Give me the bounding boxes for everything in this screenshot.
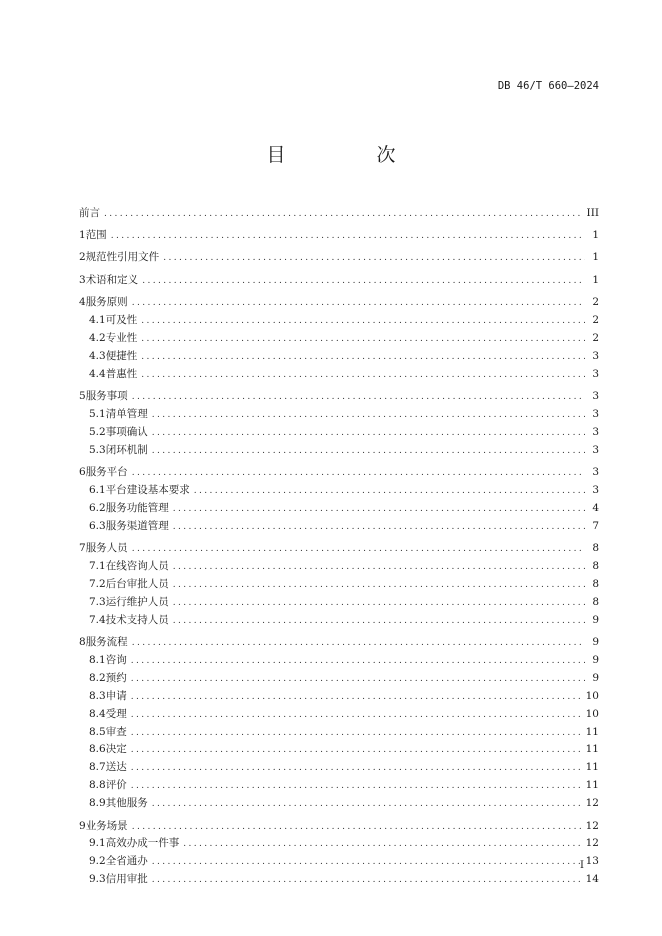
toc-entry-page: 3 <box>592 390 599 403</box>
toc-dot-leader <box>132 822 582 832</box>
toc-entry-number: 5 <box>79 390 86 403</box>
toc-entry-page: 10 <box>585 707 599 720</box>
toc-entry-number: 2 <box>79 251 86 264</box>
toc-entry[interactable] <box>79 294 599 312</box>
toc-entry-label: 其他服务 <box>105 797 148 810</box>
toc-dot-leader <box>131 781 582 791</box>
toc-entry-page: 14 <box>585 873 599 886</box>
toc-entry-page: III <box>586 206 599 219</box>
toc-entry[interactable] <box>79 442 599 460</box>
toc-entry[interactable] <box>79 706 599 724</box>
toc-dot-leader <box>131 710 582 720</box>
toc-entry[interactable] <box>79 759 599 777</box>
toc-entry-number: 4.3 <box>89 349 106 362</box>
toc-entry-label: 申请 <box>105 689 127 702</box>
toc-entry-label: 服务平台 <box>85 466 128 479</box>
toc-entry-number: 8.2 <box>89 671 106 684</box>
toc-dot-leader <box>141 352 585 362</box>
toc-dot-leader <box>194 486 585 496</box>
toc-entry-number: 4.2 <box>89 331 106 344</box>
toc-entry-page: 2 <box>592 296 599 309</box>
toc-entry-number: 8.8 <box>89 779 106 792</box>
toc-entry-number: 8.1 <box>89 653 106 666</box>
toc-entry[interactable] <box>79 500 599 518</box>
toc-entry-label: 受理 <box>105 707 127 720</box>
toc-entry-number: 4.1 <box>89 313 106 326</box>
toc-entry-label: 服务功能管理 <box>105 501 169 514</box>
toc-entry-number: 7.2 <box>89 577 106 590</box>
page-number: I <box>580 860 584 871</box>
toc-entry-number: 7.4 <box>89 613 106 626</box>
toc-entry[interactable] <box>79 482 599 500</box>
toc-entry-page: 11 <box>585 779 599 792</box>
toc-entry-number: 7.3 <box>89 595 106 608</box>
toc-entry-number: 1 <box>79 228 86 241</box>
toc-entry-page: 9 <box>592 671 599 684</box>
toc-entry[interactable] <box>79 272 599 290</box>
toc-entry-label: 评价 <box>105 779 127 792</box>
toc-entry-page: 8 <box>592 595 599 608</box>
toc-entry[interactable] <box>79 835 599 853</box>
toc-entry-number: 8.3 <box>89 689 106 702</box>
toc-entry-number: 5.2 <box>89 425 106 438</box>
table-of-contents <box>79 200 599 889</box>
toc-entry-number: 6.3 <box>89 519 106 532</box>
toc-entry-page: 12 <box>585 837 599 850</box>
toc-entry[interactable] <box>79 227 599 245</box>
toc-entry-label: 预约 <box>105 671 127 684</box>
toc-entry[interactable] <box>79 366 599 384</box>
toc-entry[interactable] <box>79 795 599 813</box>
toc-entry-label: 便捷性 <box>105 349 138 362</box>
toc-entry-page: 9 <box>592 653 599 666</box>
toc-entry-page: 13 <box>585 855 599 868</box>
toc-entry-number: 5.3 <box>89 443 106 456</box>
toc-entry-number: 6 <box>79 466 86 479</box>
toc-dot-leader <box>152 875 582 885</box>
toc-entry[interactable] <box>79 406 599 424</box>
toc-entry[interactable] <box>79 612 599 630</box>
toc-dot-leader <box>152 857 582 867</box>
toc-entry-label: 专业性 <box>105 331 138 344</box>
toc-dot-leader <box>104 209 583 219</box>
toc-entry[interactable] <box>79 249 599 267</box>
page-title: 目 次 <box>266 144 432 166</box>
toc-dot-leader <box>132 298 585 308</box>
toc-entry-page: 8 <box>592 577 599 590</box>
toc-dot-leader <box>131 763 582 773</box>
toc-entry[interactable] <box>79 871 599 889</box>
toc-entry-page: 2 <box>592 313 599 326</box>
toc-dot-leader <box>173 504 585 514</box>
toc-entry-page: 3 <box>592 425 599 438</box>
toc-entry-page: 9 <box>592 613 599 626</box>
toc-entry-page: 11 <box>585 743 599 756</box>
toc-entry-page: 8 <box>592 560 599 573</box>
toc-dot-leader <box>173 598 585 608</box>
toc-entry-number: 8 <box>79 636 86 649</box>
toc-entry-page: 8 <box>592 542 599 555</box>
toc-dot-leader <box>152 428 585 438</box>
toc-dot-leader <box>131 674 585 684</box>
toc-entry-page: 7 <box>592 519 599 532</box>
toc-entry-label: 高效办成一件事 <box>105 837 180 850</box>
toc-entry[interactable] <box>79 670 599 688</box>
toc-entry-number: 9.3 <box>89 873 106 886</box>
toc-entry[interactable] <box>79 558 599 576</box>
toc-entry-number: 8.6 <box>89 743 106 756</box>
toc-entry-label: 审查 <box>105 725 127 738</box>
toc-entry-page: 10 <box>585 689 599 702</box>
toc-dot-leader <box>173 562 585 572</box>
toc-entry-page: 1 <box>592 273 599 286</box>
toc-entry[interactable] <box>79 576 599 594</box>
toc-entry-page: 3 <box>592 367 599 380</box>
toc-dot-leader <box>131 692 582 702</box>
toc-entry-page: 4 <box>592 501 599 514</box>
toc-entry[interactable] <box>79 330 599 348</box>
toc-dot-leader <box>173 522 585 532</box>
toc-entry-label: 运行维护人员 <box>105 595 169 608</box>
toc-entry[interactable] <box>79 594 599 612</box>
toc-entry-label: 规范性引用文件 <box>85 251 160 264</box>
toc-entry-page: 12 <box>585 819 599 832</box>
toc-dot-leader <box>152 410 585 420</box>
toc-entry[interactable] <box>79 540 599 558</box>
toc-entry[interactable] <box>79 688 599 706</box>
toc-entry-label: 技术支持人员 <box>105 613 169 626</box>
toc-entry[interactable] <box>79 652 599 670</box>
toc-entry-label: 服务事项 <box>85 390 128 403</box>
toc-dot-leader <box>141 370 585 380</box>
toc-entry[interactable] <box>79 464 599 482</box>
toc-dot-leader <box>173 580 585 590</box>
toc-entry[interactable] <box>79 348 599 366</box>
toc-dot-leader <box>183 839 581 849</box>
toc-dot-leader <box>132 638 585 648</box>
toc-entry-number: 4 <box>79 296 86 309</box>
toc-entry-page: 11 <box>585 725 599 738</box>
toc-entry-number: 5.1 <box>89 407 106 420</box>
toc-entry-page: 2 <box>592 331 599 344</box>
toc-entry[interactable] <box>79 724 599 742</box>
toc-dot-leader <box>152 446 585 456</box>
toc-dot-leader <box>131 656 585 666</box>
toc-entry-label: 咨询 <box>105 653 127 666</box>
toc-dot-leader <box>132 468 585 478</box>
toc-entry-label: 术语和定义 <box>85 273 139 286</box>
toc-entry-label: 普惠性 <box>105 367 138 380</box>
toc-entry-number: 8.9 <box>89 797 106 810</box>
toc-entry-label: 可及性 <box>105 313 138 326</box>
toc-entry-label: 服务原则 <box>85 296 128 309</box>
toc-entry-label: 服务渠道管理 <box>105 519 169 532</box>
toc-entry[interactable] <box>79 818 599 836</box>
toc-entry-number: 9.1 <box>89 837 106 850</box>
toc-entry-label: 后台审批人员 <box>105 577 169 590</box>
toc-entry-label: 送达 <box>105 761 127 774</box>
toc-entry-label: 闭环机制 <box>105 443 148 456</box>
toc-dot-leader <box>132 544 585 554</box>
toc-entry-number: 4.4 <box>89 367 106 380</box>
toc-entry[interactable] <box>79 853 599 871</box>
toc-entry[interactable] <box>79 777 599 795</box>
toc-entry-number: 6.1 <box>89 483 106 496</box>
toc-entry-label: 全省通办 <box>105 855 148 868</box>
toc-entry-label: 事项确认 <box>105 425 148 438</box>
toc-entry-number: 8.4 <box>89 707 106 720</box>
toc-entry-page: 3 <box>592 466 599 479</box>
toc-entry[interactable] <box>79 424 599 442</box>
toc-entry-page: 12 <box>585 797 599 810</box>
toc-entry-label: 信用审批 <box>105 873 148 886</box>
toc-entry[interactable] <box>79 741 599 759</box>
toc-entry-label: 服务人员 <box>85 542 128 555</box>
toc-entry-page: 9 <box>592 636 599 649</box>
toc-entry-label: 服务流程 <box>85 636 128 649</box>
toc-entry-label: 清单管理 <box>105 407 148 420</box>
toc-dot-leader <box>163 253 585 263</box>
toc-entry-page: 3 <box>592 443 599 456</box>
toc-entry-label: 在线咨询人员 <box>105 560 169 573</box>
toc-dot-leader <box>142 276 585 286</box>
toc-entry-label: 业务场景 <box>85 819 128 832</box>
toc-entry-number: 9.2 <box>89 855 106 868</box>
toc-entry-label: 平台建设基本要求 <box>105 483 190 496</box>
toc-entry-number: 7.1 <box>89 560 106 573</box>
toc-dot-leader <box>141 316 585 326</box>
toc-entry[interactable] <box>79 634 599 652</box>
toc-entry[interactable] <box>79 312 599 330</box>
toc-entry-page: 1 <box>592 228 599 241</box>
toc-dot-leader <box>152 799 582 809</box>
toc-entry-label: 决定 <box>105 743 127 756</box>
toc-entry[interactable] <box>79 205 599 223</box>
toc-entry-page: 11 <box>585 761 599 774</box>
toc-dot-leader <box>111 231 585 241</box>
toc-dot-leader <box>132 392 585 402</box>
toc-entry-label: 前言 <box>79 206 100 219</box>
toc-dot-leader <box>173 616 585 626</box>
toc-entry-number: 6.2 <box>89 501 106 514</box>
toc-dot-leader <box>131 728 582 738</box>
toc-entry-page: 3 <box>592 349 599 362</box>
toc-entry-number: 9 <box>79 819 86 832</box>
toc-entry-label: 范围 <box>85 228 107 241</box>
toc-entry-page: 1 <box>592 251 599 264</box>
document-code: DB 46/T 660—2024 <box>497 80 599 92</box>
toc-entry[interactable] <box>79 518 599 536</box>
toc-entry-number: 8.5 <box>89 725 106 738</box>
toc-entry[interactable] <box>79 388 599 406</box>
toc-entry-page: 3 <box>592 483 599 496</box>
toc-entry-number: 3 <box>79 273 86 286</box>
toc-entry-number: 8.7 <box>89 761 106 774</box>
toc-dot-leader <box>131 745 582 755</box>
toc-entry-page: 3 <box>592 407 599 420</box>
toc-entry-number: 7 <box>79 542 86 555</box>
toc-dot-leader <box>141 334 585 344</box>
